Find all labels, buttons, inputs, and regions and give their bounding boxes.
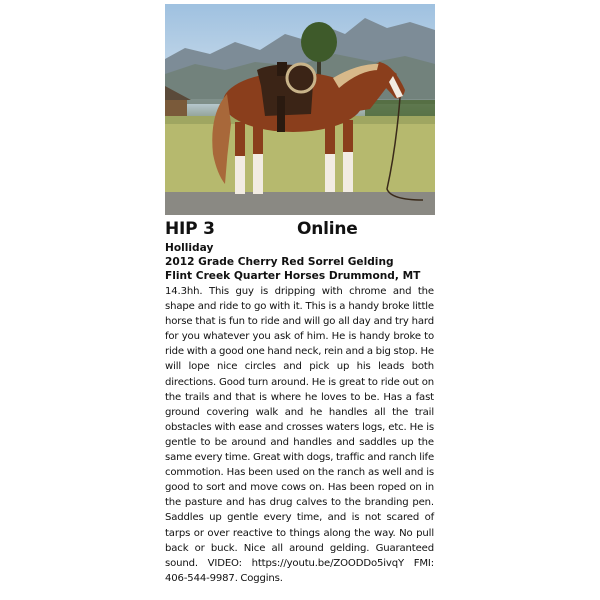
horse-photo-illustration	[165, 4, 435, 215]
horse-details: 2012 Grade Cherry Red Sorrel Gelding	[165, 256, 394, 268]
horse-photo	[165, 4, 435, 215]
horse-name: Holliday	[165, 242, 214, 254]
hip-number: HIP 3	[165, 219, 215, 239]
sale-type: Online	[297, 219, 358, 239]
hip-header	[165, 219, 435, 241]
consignor: Flint Creek Quarter Horses Drummond, MT	[165, 270, 421, 282]
horse-listing-card	[165, 4, 435, 594]
horse-description: 14.3hh. This guy is dripping with chrome and the shape and ride to go with it. This is a handy broke little horse that is fun to ride and will go all day and try hard for you whatever you ask of him. He is handy broke to ride with a good one hand neck, rein and a big stop. He will lope nice circles and pick up his leads both directions. Good turn around. He is great to ride out on the trails and that is where he loves to be. Has a fast ground covering walk and he handles all the trail obstacles with ease and crosses waters logs, etc. He is gentle to be around and handles and saddles up the same every time. Great with dogs, traffic and ranch life commotion. Has been used on the ranch as well and is good to sort and move cows on. Has been roped on in the pasture and has drug calves to the branding pen. Saddles up gentle every time, and is not scared of tarps or over reactive to things along the way. No pull back or buck. Nice all around gelding. Guaranteed sound. VIDEO: https://youtu.be/ZOODDo5ivqY FMI: 406-544-9987. Coggins.	[165, 286, 434, 584]
